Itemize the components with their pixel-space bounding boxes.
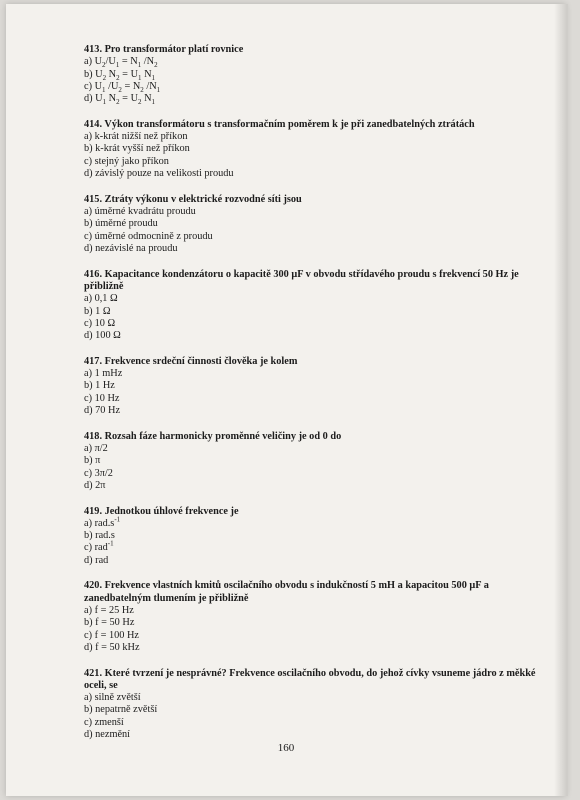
answer-option: d) závislý pouze na velikosti proudu [84, 168, 234, 180]
answer-option: d) 2π [84, 479, 106, 491]
question-414 [84, 119, 554, 180]
question-text: 419. Jednotkou úhlové frekvence je [84, 505, 239, 517]
page-number: 160 [277, 742, 295, 754]
answer-option: a) 0,1 Ω [84, 293, 118, 305]
document-page [6, 4, 566, 796]
question-text: 417. Frekvence srdeční činnosti člověka je kolem [84, 355, 298, 367]
question-text: 415. Ztráty výkonu v elektrické rozvodné síti jsou [84, 193, 302, 205]
answer-option: b) rad.s [84, 530, 115, 542]
question-list [84, 44, 554, 755]
answer-option: d) f = 50 kHz [84, 641, 140, 653]
answer-option: b) k-krát vyšší než příkon [84, 143, 190, 155]
answer-option: b) $U_2$ $N_2 = U_1$ $N_1$ [84, 68, 156, 82]
question-416 [84, 269, 554, 343]
answer-option: d) 70 Hz [84, 404, 121, 416]
answer-option: b) 1 Hz [84, 380, 115, 392]
answer-option: c) f = 100 Hz [84, 629, 139, 641]
answer-option: a) k-krát nižší než příkon [84, 131, 188, 143]
question-text: 420. Frekvence vlastních kmitů oscilačního obvodu s indukčností 5 mH a kapacitou 500 μF a zanedbatelným tlumením je přibližně [84, 580, 489, 604]
answer-option: a) silně zvětší [84, 692, 141, 704]
question-420 [84, 580, 554, 654]
answer-option: b) π [84, 455, 101, 467]
answer-option: c) 10 Hz [84, 392, 120, 404]
question-415 [84, 194, 554, 255]
question-413 [84, 44, 554, 105]
question-text: 418. Rozsah fáze harmonicky proměnné veličiny je od 0 do [84, 430, 342, 442]
answer-option: c) stejný jako příkon [84, 155, 169, 167]
answer-option: d) nezmění [84, 729, 131, 741]
answer-option: c) 3π/2 [84, 467, 113, 479]
question-text: 413. Pro transformátor platí rovnice [84, 44, 244, 55]
answer-option: c) $U_1$ $/U_2 = N_2$ $/N_1$ [84, 80, 161, 94]
answer-option: d) $U_1$ $N_2 = U_2$ $N_1$ [84, 93, 156, 107]
answer-option: b) úměrné proudu [84, 218, 158, 230]
answer-option: a) f = 25 Hz [84, 605, 134, 617]
question-text: 416. Kapacitance kondenzátoru o kapacitě 300 μF v obvodu střídavého proudu s frekvencí 50 Hz je přibližně [84, 268, 519, 292]
answer-option: d) 100 Ω [84, 330, 121, 342]
question-419 [84, 506, 554, 567]
answer-option: a) $rad.s^{-1}$ [84, 515, 121, 529]
answer-option: c) rad$^{-1}$ [84, 540, 114, 554]
answer-option: a) úměrné kvadrátu proudu [84, 206, 196, 218]
answer-option: d) rad [84, 554, 109, 566]
question-418 [84, 431, 554, 492]
answer-option: b) f = 50 Hz [84, 617, 135, 629]
answer-option: a) 1 mHz [84, 368, 123, 380]
answer-option: b) 1 Ω [84, 305, 111, 317]
question-421 [84, 668, 554, 742]
answer-option: a) π/2 [84, 442, 108, 454]
question-text: 421. Které tvrzení je nesprávné? Frekvence oscilačního obvodu, do jehož cívky vsuneme jádro z měkké oceli, se [84, 667, 536, 691]
answer-option: c) zmenší [84, 716, 124, 728]
answer-option: d) nezávislé na proudu [84, 242, 178, 254]
question-text: 414. Výkon transformátoru s transformačním poměrem k je při zanedbatelných ztrátách [84, 118, 475, 130]
answer-option: c) úměrné odmocnině z proudu [84, 230, 213, 242]
answer-option: b) nepatrně zvětší [84, 704, 158, 716]
question-417 [84, 356, 554, 417]
answer-option: a) $U_2/U_1 = N_1$ $/N_2$ [84, 56, 158, 70]
answer-option: c) 10 Ω [84, 317, 116, 329]
